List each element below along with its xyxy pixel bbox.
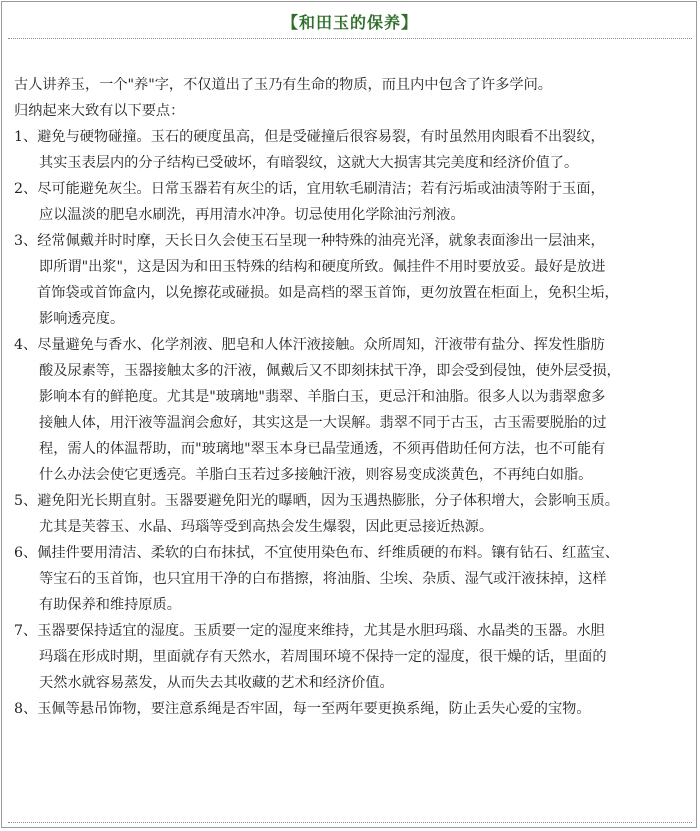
- point-8: [14, 696, 690, 722]
- point-line: 接触人体，用汗液等温润会愈好，其实这是一大误解。翡翠不同于古玉，古玉需要脱胎的过: [39, 415, 607, 431]
- point-2: [14, 176, 690, 228]
- point-line: 5、避免阳光长期直射。玉器要避免阳光的曝晒，因为玉遇热膨胀，分子体积增大，会影响玉质。: [14, 493, 619, 509]
- point-1: [14, 124, 690, 176]
- point-line: 酸及尿素等，玉器接触太多的汗液，佩戴后又不即刻抹拭干净，即会受到侵蚀，使外层受损，: [39, 363, 621, 379]
- point-line: 即所谓"出浆"，这是因为和田玉特殊的结构和硬度所致。佩挂件不用时要放妥。最好是放进: [39, 259, 606, 275]
- point-line: 有助保养和维持原质。: [39, 597, 181, 613]
- point-line: 程，需人的体温帮助，而"玻璃地"翠玉本身已晶莹通透，不须再借助任何方法，也不可能有: [39, 441, 606, 457]
- point-7: [14, 618, 690, 696]
- point-line: 什么办法会使它更透亮。羊脂白玉若过多接触汗液，则容易变成淡黄色，不再纯白如脂。: [39, 467, 593, 483]
- point-line: 其实玉表层内的分子结构已受破坏，有暗裂纹，这就大大损害其完美度和经济价值了。: [39, 155, 579, 171]
- bottom-divider: [8, 822, 692, 823]
- point-line: 7、玉器要保持适宜的湿度。玉质要一定的湿度来维持，尤其是水胆玛瑙、水晶类的玉器。水胆: [14, 623, 605, 639]
- point-line: 尤其是芙蓉玉、水晶、玛瑙等受到高热会发生爆裂，因此更忌接近热源。: [39, 519, 494, 535]
- point-5: [14, 488, 690, 540]
- point-line: 8、玉佩等悬吊饰物，要注意系绳是否牢固，每一至两年要更换系绳，防止丢失心爱的宝物。: [14, 701, 591, 717]
- point-line: 6、佩挂件要用清洁、柔软的白布抹拭，不宜使用染色布、纤维质硬的布料。镶有钻石、红蓝宝、: [14, 545, 619, 561]
- article-body: [14, 72, 690, 722]
- point-line: 2、尽可能避免灰尘。日常玉器若有灰尘的话，宜用软毛刷清洁；若有污垢或油渍等附于玉面，: [14, 181, 605, 197]
- point-line: 天然水就容易蒸发，从而失去其收藏的艺术和经济价值。: [39, 675, 394, 691]
- point-6: [14, 540, 690, 618]
- point-line: 1、避免与硬物碰撞。玉石的硬度虽高，但是受碰撞后很容易裂，有时虽然用肉眼看不出裂纹，: [14, 129, 605, 145]
- point-4: [14, 332, 690, 488]
- intro-line: 归纳起来大致有以下要点：: [14, 103, 185, 119]
- point-line: 玛瑙在形成时期，里面就存有天然水，若周围环境不保持一定的湿度，很干燥的话，里面的: [39, 649, 607, 665]
- point-line: 4、尽量避免与香水、化学剂液、肥皂和人体汗液接触。众所周知，汗液带有盐分、挥发性脂肪: [14, 337, 605, 353]
- point-line: 应以温淡的肥皂水刷洗，再用清水冲净。切忌使用化学除油污剂液。: [39, 207, 465, 223]
- point-line: 首饰袋或首饰盒内，以免擦花或碰损。如是高档的翠玉首饰，更勿放置在柜面上，免积尘垢，: [37, 285, 619, 301]
- title-divider: [8, 38, 692, 39]
- point-line: 影响透亮度。: [39, 311, 125, 327]
- article-title: 【和田玉的保养】: [281, 13, 418, 32]
- point-line: 影响本有的鲜艳度。尤其是"玻璃地"翡翠、羊脂白玉，更忌汗和油脂。很多人以为翡翠愈多: [39, 389, 606, 405]
- intro-line: 古人讲养玉，一个"养"字，不仅道出了玉乃有生命的物质，而且内中包含了许多学问。: [14, 77, 552, 93]
- point-line: 等宝石的玉首饰，也只宜用干净的白布揩擦，将油脂、尘埃、杂质、湿气或汗液抹掉，这样: [39, 571, 607, 587]
- point-line: 3、经常佩戴并时时摩，天长日久会使玉石呈现一种特殊的油亮光泽，就象表面渗出一层油来，: [14, 233, 605, 249]
- title-bar: [0, 10, 700, 33]
- point-3: [14, 228, 690, 332]
